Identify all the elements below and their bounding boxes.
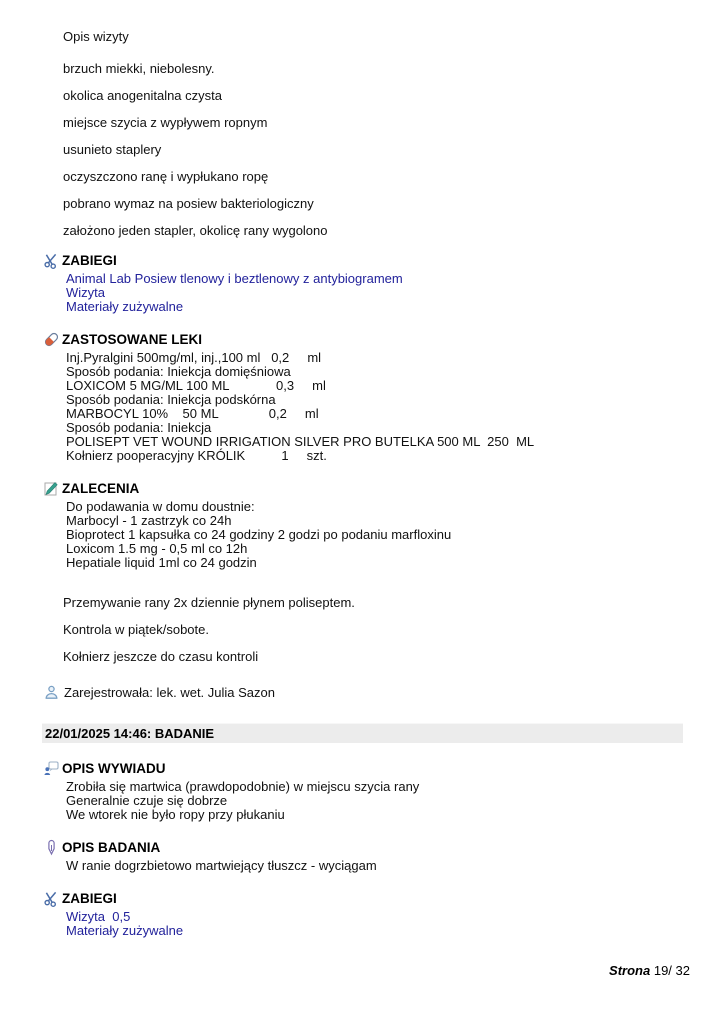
section-body — [66, 272, 692, 314]
interview-line: We wtorek nie było ropy przy płukaniu — [66, 807, 285, 822]
section-body — [66, 910, 692, 938]
interview-line: Zrobiła się martwica (prawdopodobnie) w miejscu szycia rany — [66, 779, 420, 794]
medication-line: Inj.Pyralgini 500mg/ml, inj.,100 ml 0,2 ml — [66, 350, 322, 365]
visit-note-line: usunieto staplery — [63, 142, 162, 157]
section-header — [43, 839, 692, 856]
section-leki — [63, 331, 692, 463]
section-header — [43, 890, 692, 907]
section-heading: OPIS WYWIADU — [62, 761, 166, 776]
exam-line: W ranie dogrzbietowo martwiejący tłuszcz - wyciągam — [66, 858, 377, 873]
procedure-link[interactable]: Wizyta 0,5 — [66, 909, 131, 924]
section-zabiegi-2 — [63, 890, 692, 938]
section-body — [66, 859, 692, 873]
medication-line: POLISEPT VET WOUND IRRIGATION SILVER PRO BUTELKA 500 ML 250 ML — [66, 434, 535, 449]
visit-note-line: oczyszczono ranę i wypłukano ropę — [63, 169, 269, 184]
exam-probe-icon — [43, 839, 60, 856]
medication-line: MARBOCYL 10% 50 ML 0,2 ml — [66, 406, 319, 421]
section-header — [43, 760, 692, 777]
medication-line: LOXICOM 5 MG/ML 100 ML 0,3 ml — [66, 378, 326, 393]
procedure-link[interactable]: Wizyta — [66, 285, 105, 300]
section-header — [43, 252, 692, 269]
section-header — [43, 331, 692, 348]
section-heading: OPIS BADANIA — [62, 840, 161, 855]
section-heading: ZABIEGI — [62, 253, 117, 268]
footer-label: Strona — [609, 963, 651, 978]
section-opis-badania — [63, 839, 692, 873]
medication-line: Kołnierz pooperacyjny KRÓLIK 1 szt. — [66, 448, 327, 463]
registered-by-row — [43, 684, 692, 701]
section-zalecenia — [63, 480, 692, 570]
recommendation-line: Bioprotect 1 kapsułka co 24 godziny 2 godzi po podaniu marfloxinu — [66, 527, 452, 542]
section-heading: ZALECENIA — [62, 481, 140, 496]
prescription-pencil-icon — [43, 480, 60, 497]
person-icon — [43, 684, 60, 701]
section-zabiegi-1 — [63, 252, 692, 314]
section-body — [66, 351, 692, 463]
visit-notes-title: Opis wizyty — [63, 29, 129, 44]
pill-icon — [43, 331, 60, 348]
scissors-icon — [43, 890, 60, 907]
medication-line: Sposób podania: Iniekcja — [66, 420, 212, 435]
recommendation-line: Hepatiale liquid 1ml co 24 godzin — [66, 555, 257, 570]
medication-line: Sposób podania: Iniekcja podskórna — [66, 392, 276, 407]
interview-line: Generalnie czuje się dobrze — [66, 793, 228, 808]
visit-note-line: pobrano wymaz na posiew bakteriologiczny — [63, 196, 314, 211]
section-opis-wywiadu — [63, 760, 692, 822]
footer-page-number: 19/ 32 — [653, 963, 690, 978]
visit-note-line: założono jeden stapler, okolicę rany wygolono — [63, 223, 328, 238]
recommendation-line: Loxicom 1.5 mg - 0,5 ml co 12h — [66, 541, 248, 556]
exam-entry-banner: 22/01/2025 14:46: BADANIE — [42, 723, 683, 743]
procedure-link[interactable]: Animal Lab Posiew tlenowy i beztlenowy z antybiogramem — [66, 271, 403, 286]
section-body — [66, 780, 692, 822]
visit-note-line: brzuch miekki, niebolesny. — [63, 61, 215, 76]
section-heading: ZASTOSOWANE LEKI — [62, 332, 203, 347]
recommendation-paragraph: Kontrola w piątek/sobote. — [63, 622, 209, 637]
recommendation-line: Marbocyl - 1 zastrzyk co 24h — [66, 513, 232, 528]
scissors-icon — [43, 252, 60, 269]
recommendation-paragraph: Kołnierz jeszcze do czasu kontroli — [63, 649, 259, 664]
procedure-link[interactable]: Materiały zużywalne — [66, 299, 184, 314]
recommendation-line: Do podawania w domu doustnie: — [66, 499, 255, 514]
section-header — [43, 480, 692, 497]
registered-by-text: Zarejestrowała: lek. wet. Julia Sazon — [64, 684, 275, 700]
page-footer — [609, 963, 690, 978]
interview-speech-icon — [43, 760, 60, 777]
procedure-link[interactable]: Materiały zużywalne — [66, 923, 184, 938]
medication-line: Sposób podania: Iniekcja domięśniowa — [66, 364, 291, 379]
visit-note-line: miejsce szycia z wypływem ropnym — [63, 115, 268, 130]
section-body — [66, 500, 692, 570]
recommendation-paragraph: Przemywanie rany 2x dziennie płynem poliseptem. — [63, 595, 355, 610]
visit-note-line: okolica anogenitalna czysta — [63, 88, 222, 103]
section-heading: ZABIEGI — [62, 891, 117, 906]
